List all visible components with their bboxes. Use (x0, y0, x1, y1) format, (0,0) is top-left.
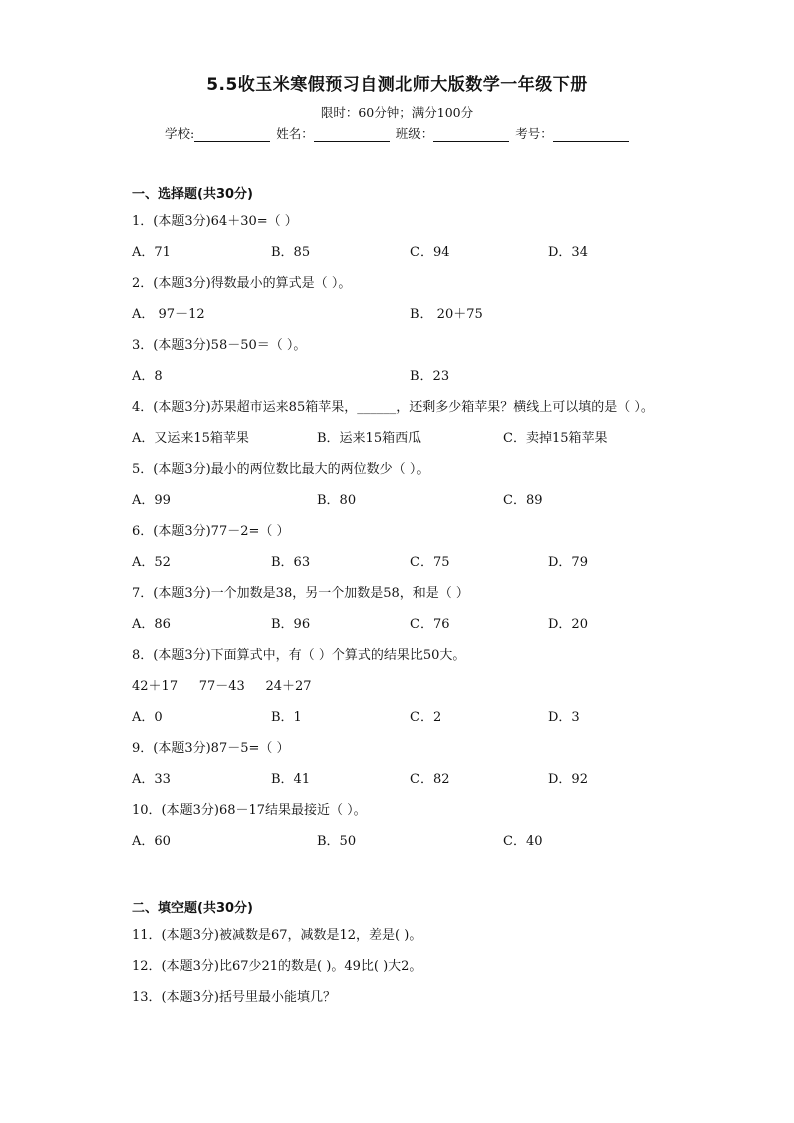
student-info-row (165, 124, 631, 142)
options-8 (132, 702, 672, 733)
option-a[interactable]: A．又运来15箱苹果 (132, 431, 249, 446)
option-c[interactable]: C．2 (410, 710, 442, 725)
option-d[interactable]: D．79 (548, 555, 588, 570)
question-5: 5．(本题3分)最小的两位数比最大的两位数少（ ）。 (132, 462, 430, 477)
option-b[interactable]: B．运来15箱西瓜 (317, 431, 422, 446)
question-6: 6．(本题3分)77－2=（ ） (132, 524, 290, 539)
option-b[interactable]: B．63 (271, 555, 311, 570)
section-title-fill: 二、填空题(共30分) (132, 901, 253, 916)
question-4: 4．(本题3分)苏果超市运来85箱苹果，______，还剩多少箱苹果？横线上可以填的是（ ）。 (132, 400, 654, 415)
option-b[interactable]: B．23 (410, 369, 450, 384)
school-label: 学校: (165, 126, 195, 141)
number-blank[interactable] (553, 128, 629, 142)
question-11: 11．(本题3分)被减数是67，减数是12，差是( )。 (132, 928, 423, 943)
option-c[interactable]: C．40 (503, 834, 543, 849)
option-a[interactable]: A．0 (132, 710, 163, 725)
option-a[interactable]: A．33 (132, 772, 171, 787)
question-13: 13．(本题3分)括号里最小能填几？ (132, 990, 336, 1005)
name-blank[interactable] (314, 128, 390, 142)
option-a[interactable]: A．60 (132, 834, 171, 849)
option-b[interactable]: B．1 (271, 710, 302, 725)
option-b[interactable]: B．85 (271, 245, 311, 260)
options-5 (132, 485, 672, 516)
question-2: 2．(本题3分)得数最小的算式是（ ）。 (132, 276, 352, 291)
question-7: 7．(本题3分)一个加数是38，另一个加数是58，和是（ ） (132, 586, 469, 601)
number-label: 考号： (515, 126, 553, 141)
question-3: 3．(本题3分)58－50＝（ ）。 (132, 338, 307, 353)
school-blank[interactable] (194, 128, 270, 142)
options-4 (132, 423, 672, 454)
question-1: 1．(本题3分)64＋30=（ ） (132, 214, 298, 229)
section-spacer (132, 857, 672, 898)
option-c[interactable]: C．82 (410, 772, 450, 787)
option-b[interactable]: B．41 (271, 772, 311, 787)
options-10 (132, 826, 672, 857)
option-a[interactable]: A． 97－12 (132, 307, 205, 322)
option-c[interactable]: C．89 (503, 493, 543, 508)
option-a[interactable]: A．8 (132, 369, 163, 384)
option-c[interactable]: C．卖掉15箱苹果 (503, 431, 608, 446)
option-d[interactable]: D．20 (548, 617, 588, 632)
question-9: 9．(本题3分)87－5=（ ） (132, 741, 290, 756)
class-blank[interactable] (433, 128, 509, 142)
option-c[interactable]: C．94 (410, 245, 450, 260)
option-b[interactable]: B．50 (317, 834, 357, 849)
option-d[interactable]: D．92 (548, 772, 588, 787)
question-8-expressions: 42＋17 77－43 24＋27 (132, 679, 312, 694)
option-b[interactable]: B．96 (271, 617, 311, 632)
options-7 (132, 609, 672, 640)
option-c[interactable]: C．75 (410, 555, 450, 570)
options-9 (132, 764, 672, 795)
option-d[interactable]: D．3 (548, 710, 580, 725)
question-content (132, 184, 672, 1013)
page-title: 5.5收玉米寒假预习自测北师大版数学一年级下册 (206, 75, 588, 95)
question-10: 10．(本题3分)68－17结果最接近（ ）。 (132, 803, 367, 818)
option-b[interactable]: B． 20＋75 (410, 307, 483, 322)
time-score-info: 限时：60分钟；满分100分 (320, 105, 474, 120)
section-title-choice: 一、选择题(共30分) (132, 187, 253, 202)
option-a[interactable]: A．86 (132, 617, 171, 632)
options-3 (132, 361, 672, 392)
options-6 (132, 547, 672, 578)
options-1 (132, 237, 672, 268)
options-2 (132, 299, 672, 330)
option-b[interactable]: B．80 (317, 493, 357, 508)
option-a[interactable]: A．99 (132, 493, 171, 508)
option-d[interactable]: D．34 (548, 245, 588, 260)
class-label: 班级： (395, 126, 434, 141)
question-8: 8．(本题3分)下面算式中，有（ ）个算式的结果比50大。 (132, 648, 466, 663)
option-a[interactable]: A．52 (132, 555, 171, 570)
option-a[interactable]: A．71 (132, 245, 171, 260)
question-12: 12．(本题3分)比67少21的数是( )。49比( )大2。 (132, 959, 423, 974)
name-label: 姓名： (276, 126, 314, 141)
option-c[interactable]: C．76 (410, 617, 450, 632)
